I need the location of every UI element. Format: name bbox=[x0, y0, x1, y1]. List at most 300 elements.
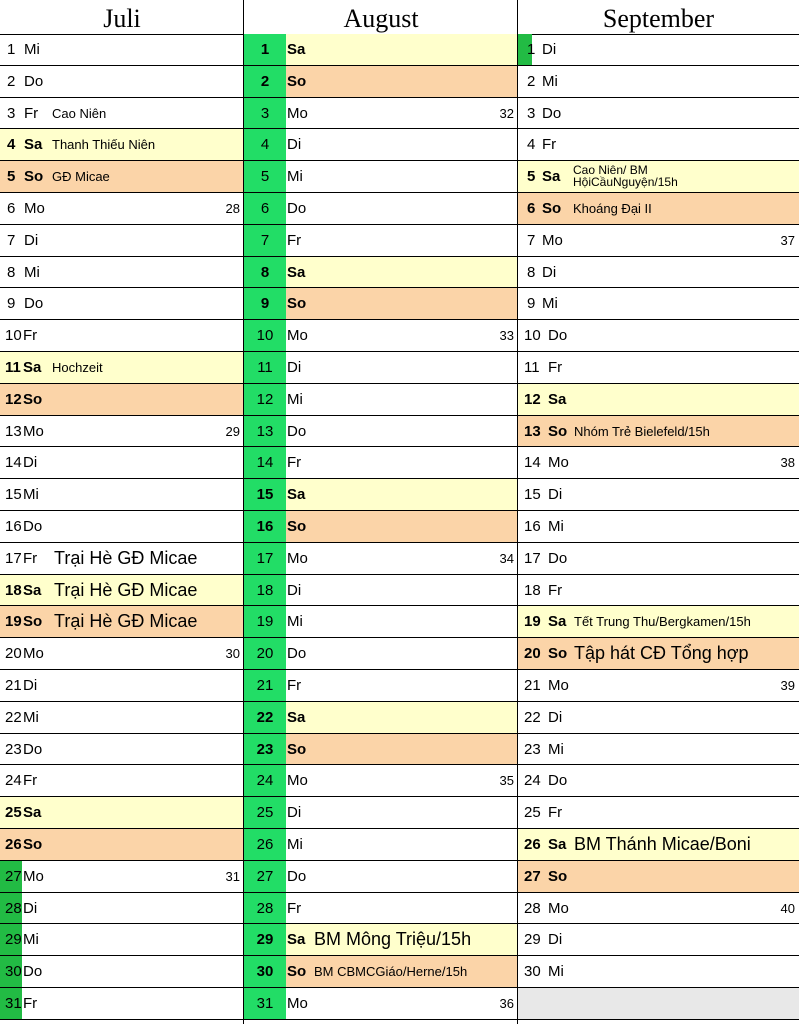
day-row bbox=[244, 161, 518, 193]
day-number: 2 bbox=[527, 72, 536, 90]
weekday-label: Fr bbox=[24, 104, 39, 122]
day-number: 14 bbox=[5, 454, 22, 472]
day-number: 7 bbox=[7, 231, 16, 249]
week-number: 30 bbox=[225, 646, 240, 662]
day-number: 4 bbox=[7, 136, 16, 154]
day-row bbox=[518, 66, 799, 98]
day-number: 23 bbox=[5, 740, 22, 758]
day-number: 1 bbox=[527, 41, 536, 58]
day-row bbox=[518, 479, 799, 511]
day-row bbox=[0, 702, 244, 734]
week-number: 33 bbox=[499, 328, 514, 344]
weekday-label: Sa bbox=[548, 390, 567, 408]
weekday-label: Mi bbox=[287, 836, 303, 853]
day-row bbox=[244, 893, 518, 925]
day-row bbox=[244, 702, 518, 734]
day-number: 1 bbox=[7, 41, 16, 58]
month-column-august bbox=[244, 0, 518, 1024]
day-number: 5 bbox=[527, 168, 536, 186]
day-row bbox=[0, 797, 244, 829]
weekday-label: Di bbox=[23, 677, 38, 694]
day-number: 1 bbox=[260, 41, 270, 58]
day-number: 8 bbox=[7, 263, 16, 281]
day-row bbox=[0, 956, 244, 988]
week-number: 40 bbox=[780, 900, 795, 916]
day-number: 21 bbox=[524, 677, 541, 694]
day-number: 9 bbox=[527, 295, 536, 313]
day-row bbox=[244, 34, 518, 66]
day-number: 26 bbox=[5, 836, 22, 853]
day-row bbox=[244, 66, 518, 98]
event-label: Tập hát CĐ Tổng hợp bbox=[574, 643, 749, 664]
day-row bbox=[0, 543, 244, 575]
day-number: 26 bbox=[524, 836, 541, 853]
day-row bbox=[244, 606, 518, 638]
weekday-label: Fr bbox=[287, 454, 302, 472]
day-number: 28 bbox=[524, 899, 541, 917]
event-label: Trại Hè GĐ Micae bbox=[54, 579, 198, 600]
day-number: 21 bbox=[256, 677, 274, 694]
day-row bbox=[0, 384, 244, 416]
weekday-label: So bbox=[24, 168, 44, 186]
weekday-label: Sa bbox=[287, 41, 306, 58]
day-row bbox=[0, 511, 244, 543]
weekday-label: Do bbox=[23, 518, 43, 535]
event-label: Cao Niên bbox=[52, 105, 107, 121]
day-number: 15 bbox=[524, 486, 541, 504]
day-row bbox=[0, 988, 244, 1020]
day-number: 21 bbox=[5, 677, 22, 694]
day-row bbox=[244, 479, 518, 511]
day-row bbox=[244, 765, 518, 797]
weekday-label: Mi bbox=[548, 963, 564, 981]
weekday-label: Do bbox=[542, 104, 562, 122]
weekday-label: Fr bbox=[23, 549, 38, 567]
day-number: 20 bbox=[524, 645, 541, 663]
empty-cell bbox=[518, 988, 799, 1020]
weekday-label: Sa bbox=[287, 931, 306, 949]
day-number: 23 bbox=[524, 740, 541, 758]
day-number: 24 bbox=[256, 772, 274, 790]
day-number: 13 bbox=[5, 422, 22, 440]
day-row bbox=[244, 98, 518, 130]
weekday-label: So bbox=[287, 740, 307, 758]
week-number: 36 bbox=[499, 996, 514, 1011]
weekday-label: Di bbox=[23, 899, 38, 917]
month-header: August bbox=[244, 0, 518, 35]
day-row bbox=[244, 575, 518, 607]
day-number: 4 bbox=[260, 136, 270, 154]
weekday-label: Sa bbox=[24, 136, 43, 154]
month-column-september bbox=[518, 0, 799, 1024]
day-number: 3 bbox=[260, 104, 270, 122]
weekday-label: Do bbox=[287, 422, 307, 440]
weekday-label: Fr bbox=[23, 772, 38, 790]
day-number: 15 bbox=[256, 486, 274, 504]
day-row bbox=[0, 416, 244, 448]
day-row bbox=[244, 797, 518, 829]
day-row bbox=[0, 352, 244, 384]
day-row bbox=[0, 893, 244, 925]
day-number: 3 bbox=[7, 104, 16, 122]
week-number: 35 bbox=[499, 773, 514, 789]
weekday-label: So bbox=[287, 295, 307, 313]
day-number: 5 bbox=[260, 168, 270, 186]
day-number: 15 bbox=[5, 486, 22, 504]
day-row bbox=[518, 638, 799, 670]
day-row bbox=[518, 956, 799, 988]
weekday-label: So bbox=[548, 867, 568, 885]
day-row bbox=[0, 638, 244, 670]
day-number: 4 bbox=[527, 136, 536, 154]
month-header: Juli bbox=[0, 0, 244, 35]
day-row bbox=[244, 129, 518, 161]
day-row bbox=[244, 829, 518, 861]
weekday-label: Sa bbox=[23, 359, 42, 376]
weekday-label: Di bbox=[548, 931, 563, 949]
day-row bbox=[518, 161, 799, 193]
event-label: Cao Niên/ BM HộiCầuNguyện/15h bbox=[573, 163, 678, 190]
day-row bbox=[518, 416, 799, 448]
day-number: 18 bbox=[5, 581, 22, 599]
weekday-label: Mo bbox=[287, 995, 308, 1012]
day-row bbox=[244, 543, 518, 575]
day-row bbox=[244, 352, 518, 384]
day-number: 27 bbox=[5, 867, 22, 885]
day-number: 11 bbox=[524, 359, 540, 376]
weekday-label: Di bbox=[542, 263, 557, 281]
day-row bbox=[244, 638, 518, 670]
weekday-label: So bbox=[23, 390, 43, 408]
day-number: 16 bbox=[524, 518, 541, 535]
weekday-label: Mo bbox=[23, 645, 44, 663]
weekday-label: Mo bbox=[542, 231, 563, 249]
column-divider bbox=[243, 0, 244, 1024]
weekday-label: Mi bbox=[23, 486, 39, 504]
day-number: 19 bbox=[256, 613, 274, 631]
day-number: 19 bbox=[5, 613, 22, 631]
week-number: 38 bbox=[780, 455, 795, 471]
day-row bbox=[518, 352, 799, 384]
day-number: 20 bbox=[5, 645, 22, 663]
day-row bbox=[244, 670, 518, 702]
week-number: 31 bbox=[225, 868, 240, 884]
day-number: 26 bbox=[256, 836, 274, 853]
day-number: 30 bbox=[5, 963, 22, 981]
day-number: 14 bbox=[256, 454, 274, 472]
weekday-label: Fr bbox=[23, 327, 38, 345]
day-number: 12 bbox=[256, 390, 274, 408]
weekday-label: Di bbox=[24, 231, 39, 249]
day-row bbox=[518, 34, 799, 66]
weekday-label: Mi bbox=[24, 263, 40, 281]
weekday-label: So bbox=[542, 200, 562, 217]
weekday-label: Sa bbox=[542, 168, 561, 186]
day-row bbox=[0, 288, 244, 320]
day-row bbox=[0, 225, 244, 257]
day-number: 9 bbox=[260, 295, 270, 313]
day-number: 29 bbox=[5, 931, 22, 949]
day-row bbox=[518, 829, 799, 861]
month-header: September bbox=[518, 0, 799, 35]
event-label: Trại Hè GĐ Micae bbox=[54, 547, 198, 568]
day-number: 31 bbox=[5, 995, 22, 1012]
day-number: 6 bbox=[527, 200, 536, 217]
day-number: 22 bbox=[256, 708, 274, 726]
weekday-label: Di bbox=[542, 41, 557, 58]
day-row bbox=[244, 861, 518, 893]
weekday-label: So bbox=[287, 518, 307, 535]
weekday-label: Fr bbox=[23, 995, 38, 1012]
day-number: 6 bbox=[7, 200, 16, 217]
event-label: Hochzeit bbox=[52, 360, 103, 375]
day-row bbox=[518, 320, 799, 352]
day-number: 25 bbox=[256, 804, 274, 822]
day-row bbox=[0, 447, 244, 479]
month-column-juli bbox=[0, 0, 244, 1024]
weekday-label: Di bbox=[548, 708, 563, 726]
day-row bbox=[244, 511, 518, 543]
event-label: Nhóm Trẻ Bielefeld/15h bbox=[574, 423, 710, 439]
weekday-label: Mi bbox=[548, 740, 564, 758]
weekday-label: Di bbox=[287, 804, 302, 822]
week-number: 39 bbox=[780, 678, 795, 693]
weekday-label: Do bbox=[287, 200, 307, 217]
weekday-label: Fr bbox=[287, 231, 302, 249]
day-row bbox=[244, 956, 518, 988]
day-number: 13 bbox=[524, 422, 541, 440]
day-row bbox=[518, 511, 799, 543]
weekday-label: So bbox=[287, 72, 307, 90]
weekday-label: Di bbox=[23, 454, 38, 472]
day-number: 18 bbox=[256, 581, 274, 599]
weekday-label: Mi bbox=[287, 390, 303, 408]
weekday-label: Mo bbox=[287, 104, 308, 122]
day-row bbox=[244, 447, 518, 479]
weekday-label: Do bbox=[548, 549, 568, 567]
day-row bbox=[518, 861, 799, 893]
day-number: 25 bbox=[5, 804, 22, 822]
day-number: 7 bbox=[260, 231, 270, 249]
day-number: 17 bbox=[256, 549, 274, 567]
day-row bbox=[0, 129, 244, 161]
weekday-label: Mi bbox=[287, 613, 303, 631]
event-label: Tết Trung Thu/Bergkamen/15h bbox=[574, 614, 751, 630]
weekday-label: Do bbox=[23, 963, 43, 981]
day-number: 10 bbox=[5, 327, 22, 345]
event-label: Trại Hè GĐ Micae bbox=[54, 611, 198, 632]
column-divider bbox=[517, 0, 518, 1024]
day-row bbox=[244, 257, 518, 289]
day-number: 30 bbox=[524, 963, 541, 981]
day-row bbox=[244, 416, 518, 448]
day-number: 12 bbox=[5, 390, 22, 408]
day-number: 11 bbox=[5, 359, 21, 376]
event-label: Khoáng Đại II bbox=[573, 201, 652, 216]
week-number: 32 bbox=[499, 105, 514, 121]
day-row bbox=[244, 734, 518, 766]
weekday-label: Fr bbox=[542, 136, 557, 154]
day-row bbox=[0, 320, 244, 352]
day-row bbox=[518, 765, 799, 797]
event-label: GĐ Micae bbox=[52, 169, 110, 185]
weekday-label: Di bbox=[287, 136, 302, 154]
weekday-label: Mo bbox=[23, 867, 44, 885]
weekday-label: Fr bbox=[548, 581, 563, 599]
day-number: 14 bbox=[524, 454, 541, 472]
event-label: BM Mông Triệu/15h bbox=[314, 929, 472, 950]
day-row bbox=[518, 447, 799, 479]
day-row bbox=[0, 161, 244, 193]
weekday-label: Sa bbox=[23, 581, 42, 599]
weekday-label: Mi bbox=[23, 931, 39, 949]
day-row bbox=[244, 988, 518, 1020]
day-number: 3 bbox=[527, 104, 536, 122]
event-label: Thanh Thiếu Niên bbox=[52, 137, 156, 153]
week-number: 34 bbox=[499, 550, 514, 566]
day-number: 31 bbox=[256, 995, 274, 1012]
day-number: 24 bbox=[524, 772, 541, 790]
day-number: 10 bbox=[524, 327, 541, 345]
day-row bbox=[0, 575, 244, 607]
weekday-label: Do bbox=[287, 867, 307, 885]
day-number: 25 bbox=[524, 804, 541, 822]
weekday-label: Mo bbox=[287, 327, 308, 345]
day-row bbox=[518, 384, 799, 416]
weekday-label: Fr bbox=[287, 899, 302, 917]
day-number: 27 bbox=[256, 867, 274, 885]
week-number: 37 bbox=[780, 232, 795, 248]
weekday-label: Sa bbox=[548, 836, 567, 853]
weekday-label: Mi bbox=[23, 708, 39, 726]
day-row bbox=[518, 702, 799, 734]
weekday-label: Do bbox=[548, 772, 568, 790]
day-row bbox=[518, 797, 799, 829]
weekday-label: Mo bbox=[287, 549, 308, 567]
day-number: 30 bbox=[256, 963, 274, 981]
day-row bbox=[518, 606, 799, 638]
weekday-label: Di bbox=[287, 359, 302, 376]
event-label: BM Thánh Micae/Boni bbox=[574, 834, 751, 854]
weekday-label: Mo bbox=[24, 200, 45, 217]
day-number: 28 bbox=[5, 899, 22, 917]
day-row bbox=[518, 193, 799, 225]
weekday-label: Fr bbox=[287, 677, 302, 694]
day-row bbox=[518, 575, 799, 607]
weekday-label: Do bbox=[23, 740, 43, 758]
weekday-label: So bbox=[548, 645, 568, 663]
day-row bbox=[518, 129, 799, 161]
weekday-label: Fr bbox=[548, 359, 563, 376]
day-number: 7 bbox=[527, 231, 536, 249]
day-row bbox=[244, 288, 518, 320]
day-row bbox=[0, 861, 244, 893]
day-row bbox=[0, 829, 244, 861]
day-row bbox=[0, 66, 244, 98]
day-number: 10 bbox=[256, 327, 274, 345]
day-number: 16 bbox=[5, 518, 22, 535]
day-number: 5 bbox=[7, 168, 16, 186]
weekday-label: Mi bbox=[24, 41, 40, 58]
weekday-label: Do bbox=[548, 327, 568, 345]
day-number: 29 bbox=[256, 931, 274, 949]
day-number: 24 bbox=[5, 772, 22, 790]
weekday-label: Mo bbox=[548, 454, 569, 472]
day-number: 2 bbox=[7, 72, 16, 90]
day-row bbox=[0, 98, 244, 130]
day-row bbox=[518, 225, 799, 257]
day-row bbox=[518, 98, 799, 130]
day-number: 8 bbox=[527, 263, 536, 281]
weekday-label: So bbox=[23, 836, 43, 853]
day-row bbox=[244, 193, 518, 225]
day-row bbox=[518, 543, 799, 575]
weekday-label: Mi bbox=[548, 518, 564, 535]
weekday-label: Do bbox=[287, 645, 307, 663]
weekday-label: Mi bbox=[542, 295, 558, 313]
day-number: 8 bbox=[260, 263, 270, 281]
weekday-label: Mi bbox=[542, 72, 558, 90]
day-row bbox=[0, 734, 244, 766]
day-row bbox=[0, 193, 244, 225]
week-number: 29 bbox=[225, 423, 240, 439]
day-number: 22 bbox=[5, 708, 22, 726]
weekday-label: Mi bbox=[287, 168, 303, 186]
day-number: 17 bbox=[524, 549, 541, 567]
day-row bbox=[518, 924, 799, 956]
day-row bbox=[244, 384, 518, 416]
day-row bbox=[0, 765, 244, 797]
day-number: 11 bbox=[257, 359, 273, 376]
weekday-label: Sa bbox=[287, 708, 306, 726]
day-row bbox=[518, 257, 799, 289]
day-row bbox=[0, 479, 244, 511]
day-row bbox=[244, 225, 518, 257]
day-number: 29 bbox=[524, 931, 541, 949]
day-row bbox=[0, 257, 244, 289]
day-number: 19 bbox=[524, 613, 541, 631]
weekday-label: Mo bbox=[287, 772, 308, 790]
weekday-label: Sa bbox=[287, 486, 306, 504]
event-label: BM CBMCGiáo/Herne/15h bbox=[314, 964, 468, 980]
day-number: 6 bbox=[260, 200, 270, 217]
day-row bbox=[244, 320, 518, 352]
day-number: 27 bbox=[524, 867, 541, 885]
day-number: 2 bbox=[260, 72, 270, 90]
day-row bbox=[518, 893, 799, 925]
weekday-label: Fr bbox=[548, 804, 563, 822]
weekday-label: So bbox=[548, 422, 568, 440]
day-number: 9 bbox=[7, 295, 16, 313]
day-number: 13 bbox=[256, 422, 274, 440]
weekday-label: Sa bbox=[548, 613, 567, 631]
day-row bbox=[244, 924, 518, 956]
weekday-label: So bbox=[287, 963, 307, 981]
day-row bbox=[518, 734, 799, 766]
weekday-label: Sa bbox=[287, 263, 306, 281]
day-number: 16 bbox=[256, 518, 274, 535]
weekday-label: Mo bbox=[548, 899, 569, 917]
weekday-label: Do bbox=[24, 295, 44, 313]
day-number: 18 bbox=[524, 581, 541, 599]
day-number: 12 bbox=[524, 390, 541, 408]
day-number: 20 bbox=[256, 645, 274, 663]
day-row bbox=[0, 924, 244, 956]
week-number: 28 bbox=[225, 201, 240, 216]
day-row bbox=[518, 288, 799, 320]
day-row bbox=[0, 34, 244, 66]
weekday-label: So bbox=[23, 613, 43, 631]
